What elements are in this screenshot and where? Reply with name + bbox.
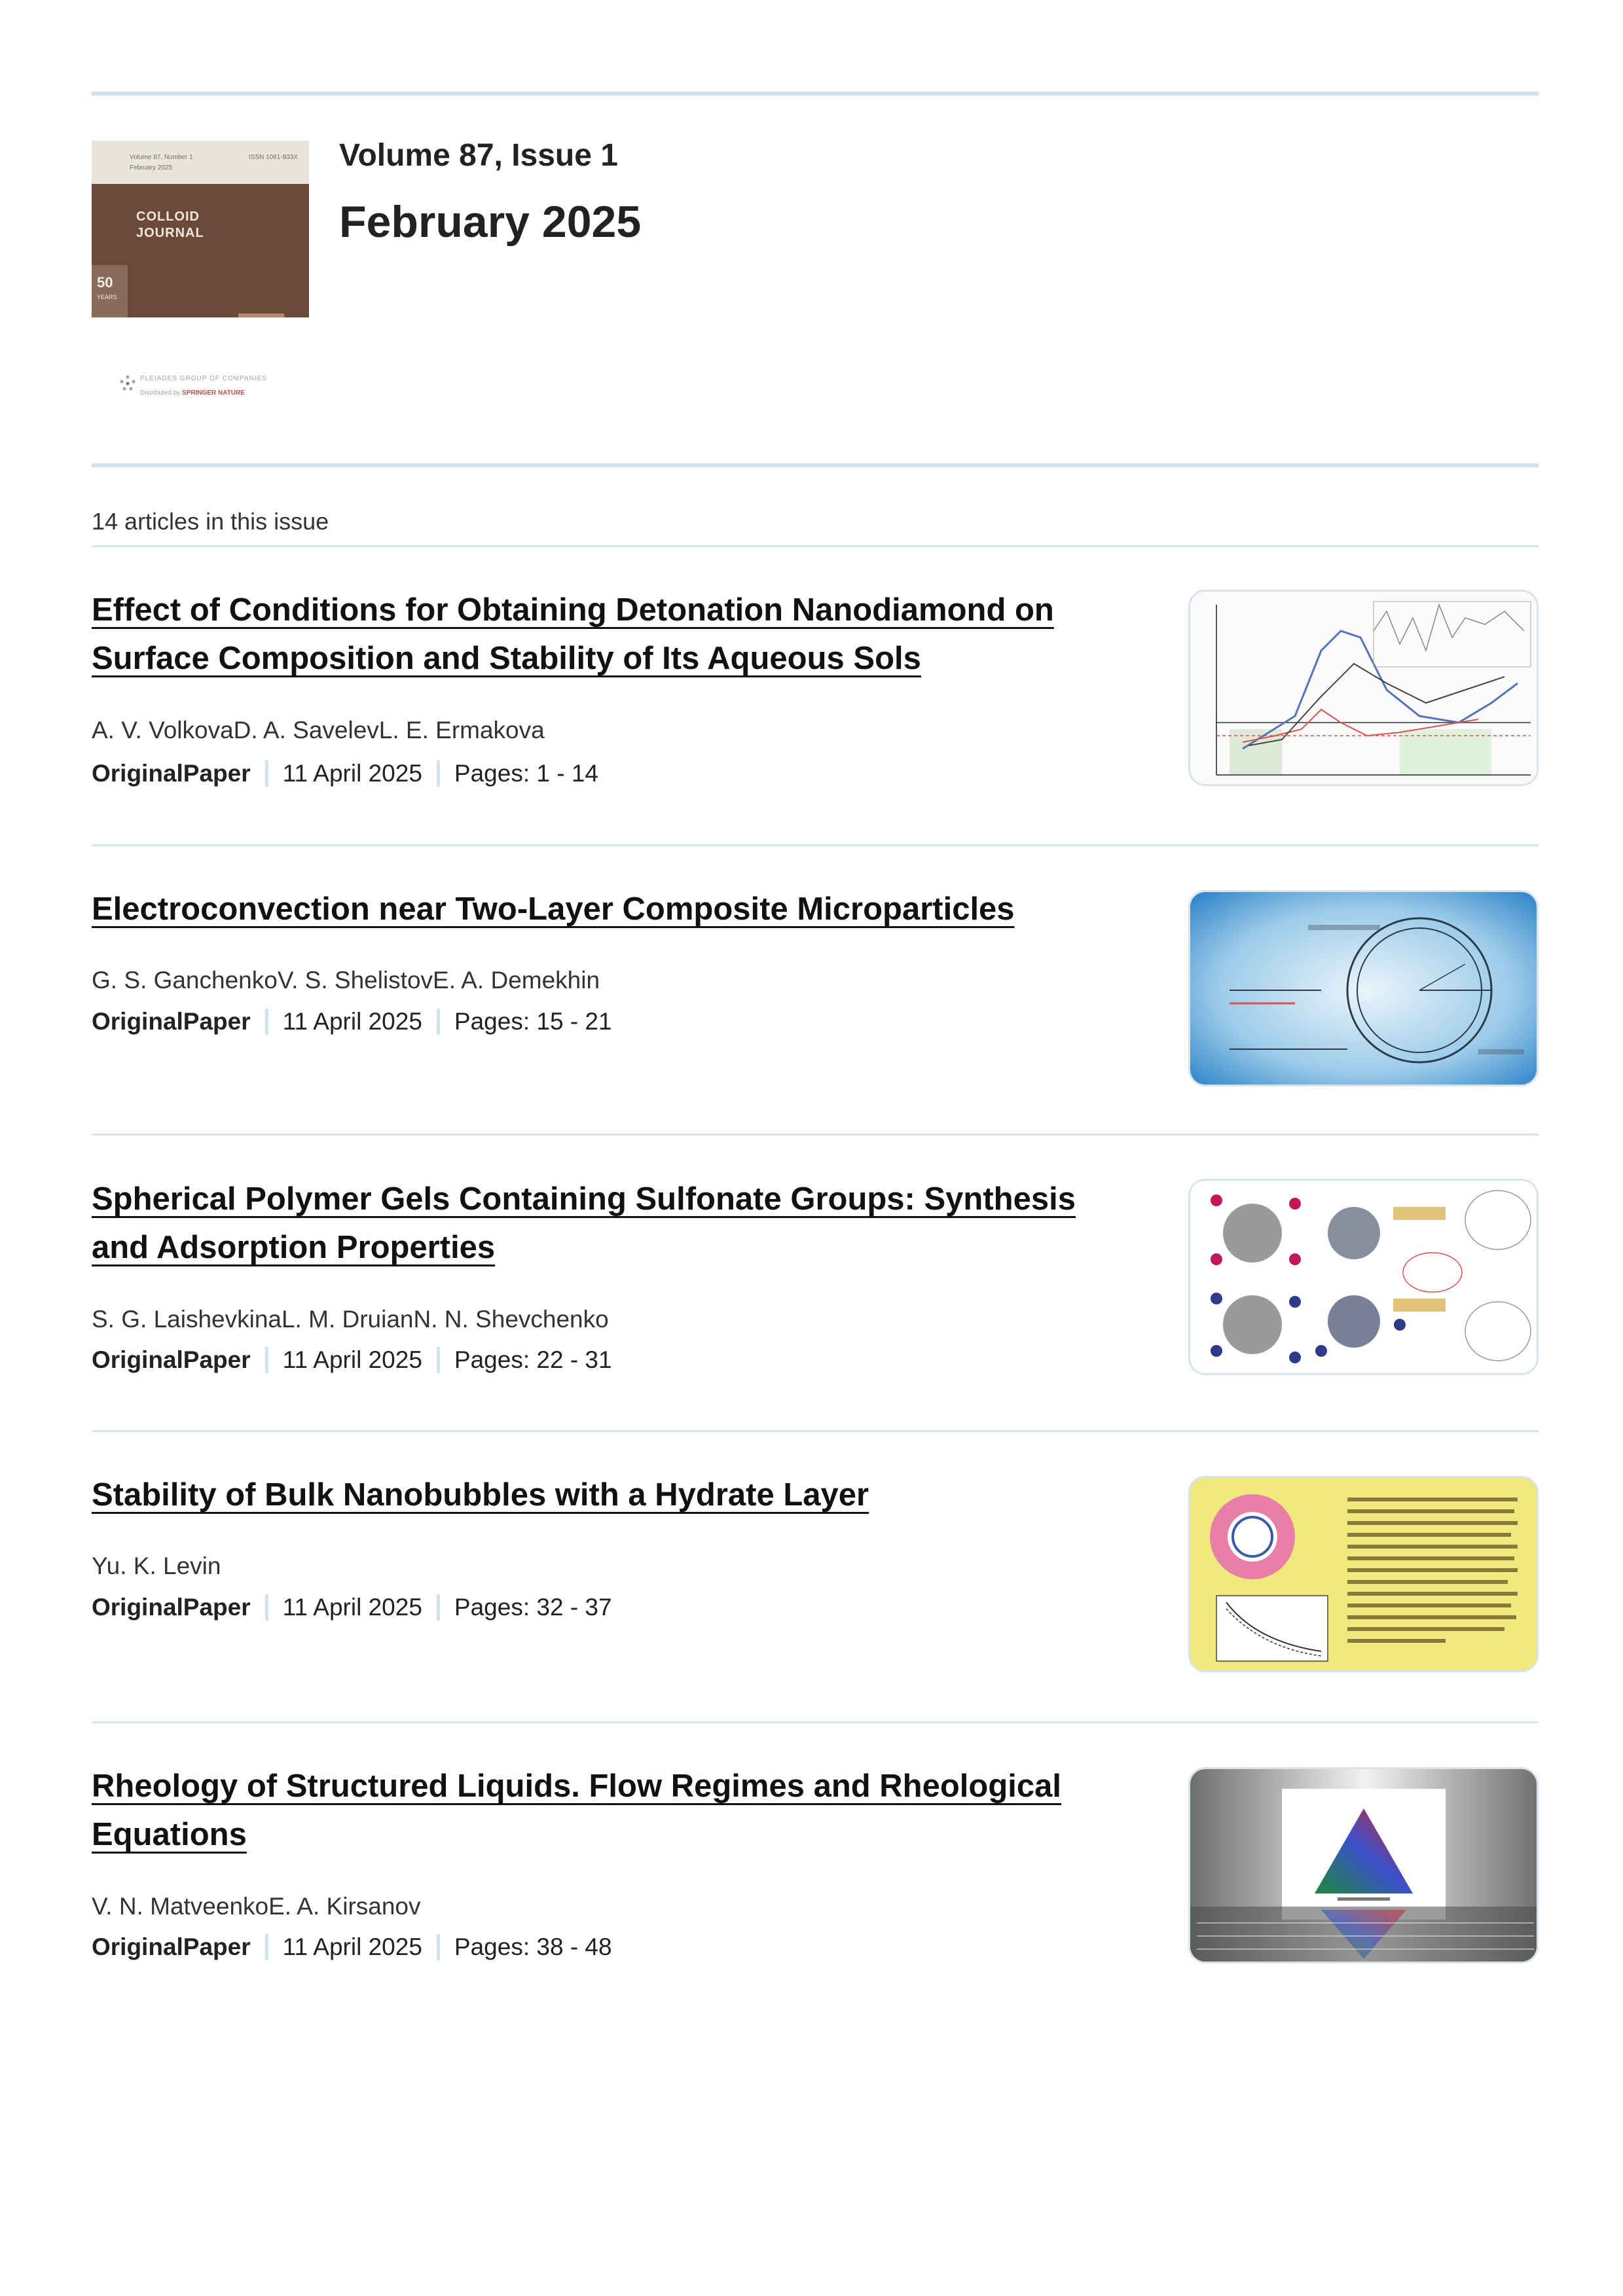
article-date: 11 April 2025 — [282, 1008, 422, 1035]
article-date: 11 April 2025 — [282, 760, 422, 787]
meta-separator — [265, 1009, 268, 1035]
meta-separator — [265, 1934, 268, 1960]
article-divider — [92, 1134, 1539, 1136]
chart-thumbnail-icon[interactable] — [1188, 590, 1539, 786]
article-meta — [92, 1008, 612, 1035]
meta-separator — [437, 1594, 440, 1621]
article-date: 11 April 2025 — [282, 1346, 422, 1373]
cover-month-text: February 2025 — [130, 164, 173, 171]
meta-separator — [437, 761, 440, 787]
cover-anniversary-text: YEARS — [97, 294, 117, 300]
top-divider — [92, 92, 1539, 96]
rheology-triangle-icon[interactable] — [1188, 1767, 1539, 1964]
meta-separator — [265, 1347, 268, 1373]
article-pages: Pages: 32 - 37 — [454, 1594, 612, 1621]
article-authors: Yu. K. Levin — [92, 1552, 221, 1579]
publisher-logo — [118, 370, 288, 409]
article-type: OriginalPaper — [92, 760, 251, 787]
cover-volume-text: Volume 87, Number 1 — [130, 154, 193, 161]
publisher-distributor — [140, 389, 245, 397]
publisher-name: PLEIADES GROUP OF COMPANIES — [140, 375, 267, 382]
article-pages: Pages: 22 - 31 — [454, 1346, 612, 1373]
cover-top-band — [92, 141, 309, 184]
microparticle-diagram-icon[interactable] — [1188, 890, 1539, 1086]
article-title[interactable] — [92, 1471, 1113, 1519]
journal-cover-image[interactable] — [92, 141, 309, 317]
meta-separator — [265, 1594, 268, 1621]
article-title[interactable] — [92, 1175, 1113, 1272]
article-title-link[interactable]: Rheology of Structured Liquids. Flow Regimes and Rheological Equations — [92, 1768, 1062, 1852]
article-authors: V. N. MatveenkoE. A. Kirsanov — [92, 1893, 421, 1920]
article-title[interactable] — [92, 586, 1113, 683]
article-pages: Pages: 15 - 21 — [454, 1008, 612, 1035]
article-divider — [92, 1721, 1539, 1723]
article-meta — [92, 760, 598, 787]
article-title-link[interactable]: Electroconvection near Two-Layer Composite Microparticles — [92, 891, 1015, 927]
nanobubble-diagram-icon[interactable] — [1188, 1476, 1539, 1672]
article-card — [92, 586, 1539, 795]
cover-title-line2: JOURNAL — [136, 226, 204, 240]
article-title-link[interactable]: Stability of Bulk Nanobubbles with a Hydrate Layer — [92, 1477, 869, 1513]
article-type: OriginalPaper — [92, 1346, 251, 1373]
article-card — [92, 885, 1539, 1081]
article-title[interactable] — [92, 1762, 1113, 1859]
article-meta — [92, 1346, 612, 1374]
issue-month-label: February 2025 — [339, 197, 642, 247]
article-card — [92, 1471, 1539, 1667]
article-card — [92, 1762, 1539, 1971]
meta-separator — [437, 1347, 440, 1373]
article-authors: S. G. LaishevkinaL. M. DruianN. N. Shevchenko — [92, 1306, 609, 1333]
article-authors: G. S. GanchenkoV. S. ShelistovE. A. Demekhin — [92, 967, 600, 994]
article-divider — [92, 844, 1539, 846]
article-card — [92, 1175, 1539, 1384]
issue-volume-label: Volume 87, Issue 1 — [339, 138, 618, 173]
article-divider — [92, 1430, 1539, 1432]
article-meta — [92, 1933, 612, 1961]
article-meta — [92, 1594, 612, 1621]
count-divider — [92, 545, 1539, 547]
meta-separator — [437, 1009, 440, 1035]
cover-accent-bar — [238, 314, 284, 317]
publisher-distributor-prefix: Distributed by — [140, 389, 182, 397]
article-pages: Pages: 38 - 48 — [454, 1933, 612, 1960]
article-type: OriginalPaper — [92, 1933, 251, 1960]
article-date: 11 April 2025 — [282, 1933, 422, 1960]
publisher-distributor-brand: SPRINGER NATURE — [181, 389, 245, 397]
article-title[interactable] — [92, 885, 1113, 933]
article-date: 11 April 2025 — [282, 1594, 422, 1621]
cover-title-line1: COLLOID — [136, 209, 200, 224]
article-pages: Pages: 1 - 14 — [454, 760, 598, 787]
articles-count: 14 articles in this issue — [92, 508, 329, 535]
polymer-gel-diagram-icon[interactable] — [1188, 1179, 1539, 1375]
cover-anniversary-number: 50 — [97, 274, 113, 291]
article-title-link[interactable]: Spherical Polymer Gels Containing Sulfonate Groups: Synthesis and Adsorption Properties — [92, 1181, 1076, 1265]
meta-separator — [437, 1934, 440, 1960]
header-divider — [92, 463, 1539, 467]
article-type: OriginalPaper — [92, 1594, 251, 1621]
cover-anniversary-badge — [92, 265, 128, 317]
publisher-dots-icon — [118, 374, 137, 393]
meta-separator — [265, 761, 268, 787]
article-title-link[interactable]: Effect of Conditions for Obtaining Detonation Nanodiamond on Surface Composition and Stability of Its Aqueous Sols — [92, 592, 1054, 676]
article-authors: A. V. VolkovaD. A. SavelevL. E. Ermakova — [92, 717, 545, 744]
cover-issn-text: ISSN 1061-933X — [249, 154, 299, 161]
article-type: OriginalPaper — [92, 1008, 251, 1035]
